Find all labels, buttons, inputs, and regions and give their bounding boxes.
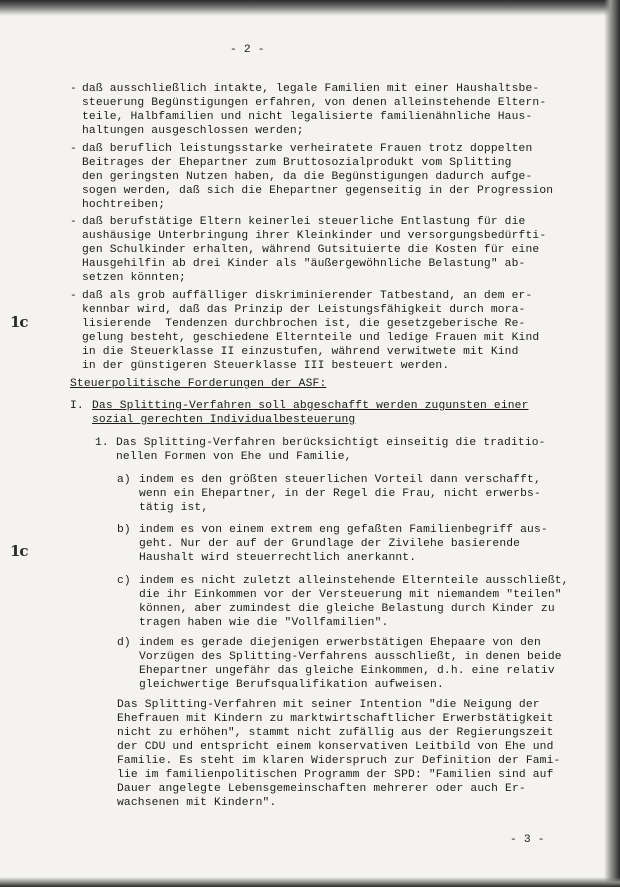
page-number: - 2 -: [230, 44, 265, 56]
bullet-line: daß beruflich leistungsstarke verheiratete Frauen trotz doppelten: [82, 143, 533, 155]
bullet-line: daß ausschließlich intakte, legale Familien mit einer Haushaltsbe-: [82, 83, 540, 95]
bullet-line: daß berufstätige Eltern keinerlei steuerliche Entlastung für die: [82, 216, 526, 228]
bullet-line: teile, Halbfamilien und nicht legalisierte familienähnliche Haus-: [82, 111, 533, 123]
bullet-line: sogen werden, daß sich die Ehepartner gegenseitig in der Progression: [82, 185, 554, 197]
scan-edge-right: [604, 0, 620, 887]
demand-heading-line: Das Splitting-Verfahren soll abgeschafft werden zugunsten einer: [92, 400, 529, 412]
bullet-line: kennbar wird, daß das Prinzip der Leistungsfähigkeit durch mora-: [82, 304, 526, 316]
bullet-line: gen Schulkinder erhalten, während Gutsituierte die Kosten für eine: [82, 244, 540, 256]
next-page-marker: - 3 -: [510, 834, 545, 846]
paragraph-line: wachsenen mit Kindern".: [117, 797, 277, 809]
paragraph-line: der CDU und entspricht einem konservativen Leitbild von Ehe und: [117, 741, 554, 753]
subpoint-line: Vorzügen des Splitting-Verfahrens ausschließt, in denen beide: [139, 651, 562, 663]
bullet-line: haltungen ausgeschlossen werden;: [82, 125, 304, 137]
bullet-line: den geringsten Nutzen haben, da die Begünstigungen dadurch aufge-: [82, 171, 533, 183]
paragraph-line: Das Splitting-Verfahren mit seiner Intention "die Neigung der: [117, 699, 540, 711]
bullet-line: hochtreiben;: [82, 199, 166, 211]
bullet-line: lisierende Tendenzen durchbrochen ist, die gesetzgeberische Re-: [82, 318, 526, 330]
bullet-line: Beitrages der Ehepartner zum Bruttosozialprodukt vom Splitting: [82, 157, 512, 169]
subpoint-line: indem es nicht zuletzt alleinstehende Elternteile ausschließt,: [139, 575, 569, 587]
subpoint-letter: a): [117, 474, 131, 486]
demand-heading-line: sozial gerechten Individualbesteuerung: [92, 414, 356, 426]
bullet-dash: -: [70, 216, 77, 228]
subpoint-letter: c): [117, 575, 131, 587]
bullet-line: Hausgehilfin ab drei Kinder als "äußergewöhnliche Belastung" ab-: [82, 258, 526, 270]
subpoint-line: können, aber zumindest die gleiche Belastung durch Kinder zu: [139, 603, 555, 615]
subpoint-line: Ehepartner ungefähr das gleiche Einkommen, d.h. eine relativ: [139, 665, 555, 677]
section-heading: Steuerpolitische Forderungen der ASF:: [70, 378, 327, 390]
bullet-dash: -: [70, 290, 77, 302]
subpoint-letter: d): [117, 637, 131, 649]
paragraph-line: nicht zu erhöhen", stammt nicht zufällig aus der Regierungszeit: [117, 727, 554, 739]
subpoint-line: Haushalt wird steuerrechtlich anerkannt.: [139, 552, 417, 564]
subpoint-line: indem es den größten steuerlichen Vorteil dann verschafft,: [139, 474, 541, 486]
scan-edge-bottom: [0, 877, 620, 887]
bullet-line: in die Steuerklasse II einzustufen, während verwitwete mit Kind: [82, 346, 519, 358]
subpoint-line: tragen haben wie die "Vollfamilien".: [139, 617, 389, 629]
bullet-line: aushäusige Unterbringung ihrer Kleinkinder und versorgungsbedürfti-: [82, 230, 547, 242]
bullet-line: daß als grob auffälliger diskriminierender Tatbestand, an dem er-: [82, 290, 533, 302]
subpoint-line: tätig ist,: [139, 502, 209, 514]
paragraph-line: Ehefrauen mit Kindern zu marktwirtschaftlicher Erwerbstätigkeit: [117, 713, 554, 725]
point-number: 1.: [95, 437, 109, 449]
bullet-line: gelung besteht, geschiedene Elternteile und ledige Frauen mit Kind: [82, 332, 540, 344]
subpoint-line: indem es von einem extrem eng gefaßten Familienbegriff aus-: [139, 524, 548, 536]
subpoint-line: wenn ein Ehepartner, in der Regel die Frau, nicht erwerbs-: [139, 488, 541, 500]
scan-edge-top: [0, 0, 620, 16]
bullet-line: setzen könnten;: [82, 272, 186, 284]
margin-mark: 1c: [10, 542, 28, 560]
bullet-line: steuerung Begünstigungen erfahren, von denen alleinstehende Eltern-: [82, 97, 547, 109]
paragraph-line: lie im familienpolitischen Programm der SPD: "Familien sind auf: [117, 769, 554, 781]
subpoint-letter: b): [117, 524, 131, 536]
subpoint-line: geht. Nur der auf der Grundlage der Zivilehe basierende: [139, 538, 521, 550]
margin-mark: 1c: [10, 313, 28, 331]
bullet-line: in der günstigeren Steuerklasse III besteuert werden.: [82, 360, 450, 372]
subpoint-line: gleichwertige Berufsqualifikation aufweisen.: [139, 679, 444, 691]
demand-numeral: I.: [70, 400, 84, 412]
subpoint-line: die ihr Einkommen vor der Versteuerung mit niemandem "teilen": [139, 589, 562, 601]
bullet-dash: -: [70, 83, 77, 95]
point-line: Das Splitting-Verfahren berücksichtigt einseitig die traditio-: [116, 437, 546, 449]
paragraph-line: Dauer angelegte Lebensgemeinschaften mehrerer oder auch Er-: [117, 783, 526, 795]
paragraph-line: Familie. Es steht im klaren Widerspruch zur Definition der Fami-: [117, 755, 561, 767]
point-line: nellen Formen von Ehe und Familie,: [116, 451, 352, 463]
subpoint-line: indem es gerade diejenigen erwerbstätigen Ehepaare von den: [139, 637, 541, 649]
bullet-dash: -: [70, 143, 77, 155]
